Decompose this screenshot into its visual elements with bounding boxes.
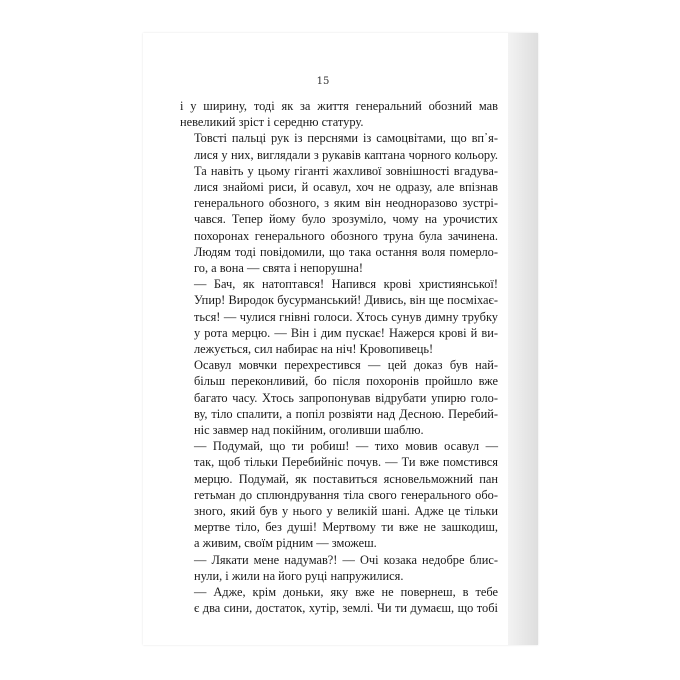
text-line: похоронах генерального обозного труна була зачинена. [194, 228, 498, 243]
text-line: лися у них, виглядали з рукавів каптана чорного кольору. [194, 147, 498, 162]
text-line: багато часу. Хтось запропонував відрубати упирю голо- [194, 390, 498, 405]
paragraph [180, 130, 498, 276]
text-line: у рота мерцю. — Він і дим пускає! Нажерся крові й ви- [194, 325, 498, 340]
body-text [180, 98, 498, 617]
text-line: Товсті пальці рук із перснями із самоцвітами, що вп᾽я- [194, 131, 498, 146]
text-line: лися знайомі риси, й осавул, хоч не одразу, але впізнав [194, 180, 498, 195]
text-line: ву, тіло спалити, а попіл розвіяти над Десною. Перебий- [194, 406, 498, 421]
text-line: є два сини, достаток, хутір, землі. Чи ти думаєш, що тобі [194, 601, 498, 616]
text-line: чався. Тепер йому було зрозуміло, чому на урочистих [194, 212, 498, 227]
text-line: і у ширину, тоді як за життя генеральний обозний мав [180, 99, 498, 113]
text-line: а живим, своїм рідним — зможеш. [194, 536, 377, 551]
text-line: ться! — чулися гнівні голоси. Хтось сунув димну трубку [194, 309, 498, 324]
text-line: Людям тоді повідомили, що така остання воля померло- [194, 244, 498, 259]
text-line: більш переконливий, бо після похоронів пройшло вже [194, 374, 498, 389]
text-line: — Адже, крім доньки, яку вже не повернеш, в тебе [194, 585, 498, 600]
paragraph [180, 357, 498, 438]
text-line: ніс завмер над покійним, оголивши шаблю. [194, 423, 424, 438]
text-line: так, щоб тільки Перебийніс почув. — Ти вже помстився [194, 455, 498, 470]
page-number: 15 [316, 76, 330, 87]
paragraph [180, 584, 498, 616]
page-edge-shadow [508, 33, 538, 645]
text-line: Упир! Виродок бусурманський! Дивись, він ще посміхає- [194, 293, 498, 308]
paragraph [180, 438, 498, 551]
text-line: — Лякати мене надумав?! — Очі козака недобре блис- [194, 552, 498, 567]
text-line: — Подумай, що ти робиш! — тихо мовив осавул — [194, 439, 498, 454]
text-line: генерального обозного, з яким він неодноразово зустрі- [194, 196, 498, 211]
paragraph [180, 276, 498, 357]
text-line: мертве тіло, без душі! Мертвому ти вже не зашкодиш, [194, 520, 498, 535]
text-line: Осавул мовчки перехрестився — цей доказ був най- [194, 358, 498, 373]
text-line: зного, який був у нього у великій шані. Адже це тільки [194, 504, 498, 519]
text-line: Та навіть у цьому гіганті жахливої зовнішності вгадува- [194, 163, 498, 178]
text-line: невеликий зріст і середню статуру. [180, 115, 364, 130]
text-line: нули, і жили на його руці напружилися. [194, 568, 404, 583]
paragraph [180, 98, 498, 130]
text-line: — Бач, як натоптався! Напився крові християнської! [194, 277, 498, 292]
text-line: лежується, сил набирає на ніч! Кровопивець! [194, 342, 434, 357]
text-line: го, а вона — свята і непорушна! [194, 261, 364, 276]
paragraph [180, 552, 498, 584]
text-line: гетьман до сплюндрування тіла свого генерального обо- [194, 487, 498, 502]
text-line: мерцю. Подумай, як поставиться ясновельможний пан [194, 471, 498, 486]
